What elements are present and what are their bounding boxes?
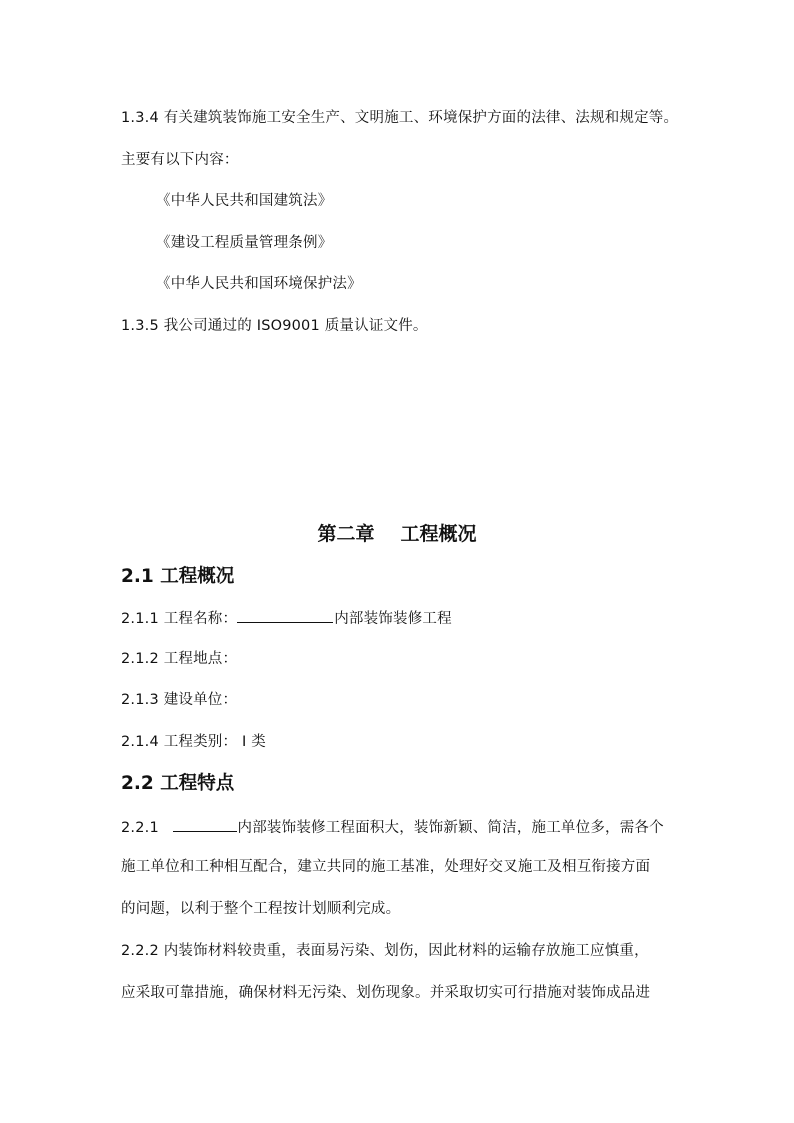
item-1-3-5: 1.3.5 我公司通过的 ISO9001 质量认证文件。 — [121, 318, 428, 334]
item-2-1-4: 2.1.4 工程类别： I 类 — [121, 734, 266, 750]
section-2-2-heading: 2.2 工程特点 — [121, 773, 235, 794]
chapter-title: 工程概况 — [400, 523, 477, 545]
project-name-label: 2.1.1 工程名称： — [121, 611, 238, 627]
item-2-2-1-line-2: 施工单位和工种相互配合，建立共同的施工基准，处理好交叉施工及相互衔接方面 — [121, 859, 651, 875]
item-2-2-1-text: 内部装饰装修工程面积大，装饰新颖、简洁，施工单位多，需各个 — [237, 820, 664, 836]
item-2-2-1-number: 2.2.1 — [121, 820, 169, 836]
law-environment: 《中华人民共和国环境保护法》 — [156, 276, 362, 292]
main-content-intro: 主要有以下内容： — [121, 152, 239, 168]
item-2-2-2-line-2: 应采取可靠措施，确保材料无污染、划伤现象。并采取切实可行措施对装饰成品进 — [121, 985, 651, 1001]
section-2-1-heading: 2.1 工程概况 — [121, 566, 235, 587]
item-2-1-2: 2.1.2 工程地点： — [121, 651, 238, 667]
chapter-number: 第二章 — [317, 523, 375, 545]
law-quality-regulation: 《建设工程质量管理条例》 — [156, 235, 333, 251]
project-name-suffix: 内部装饰装修工程 — [334, 611, 452, 627]
chapter-heading — [0, 522, 794, 546]
item-2-2-1-line-3: 的问题，以利于整个工程按计划顺利完成。 — [121, 901, 401, 917]
law-construction: 《中华人民共和国建筑法》 — [156, 193, 333, 209]
item-1-3-4: 1.3.4 有关建筑装饰施工安全生产、文明施工、环境保护方面的法律、法规和规定等。 — [121, 110, 679, 126]
item-2-1-1 — [121, 607, 452, 629]
item-2-1-3: 2.1.3 建设单位： — [121, 692, 238, 708]
project-name-blank — [237, 607, 333, 623]
item-2-2-1-line-1 — [121, 816, 664, 838]
item-2-2-2-line-1: 2.2.2 内装饰材料较贵重，表面易污染、划伤，因此材料的运输存放施工应慎重， — [121, 943, 649, 959]
project-blank — [173, 816, 237, 832]
